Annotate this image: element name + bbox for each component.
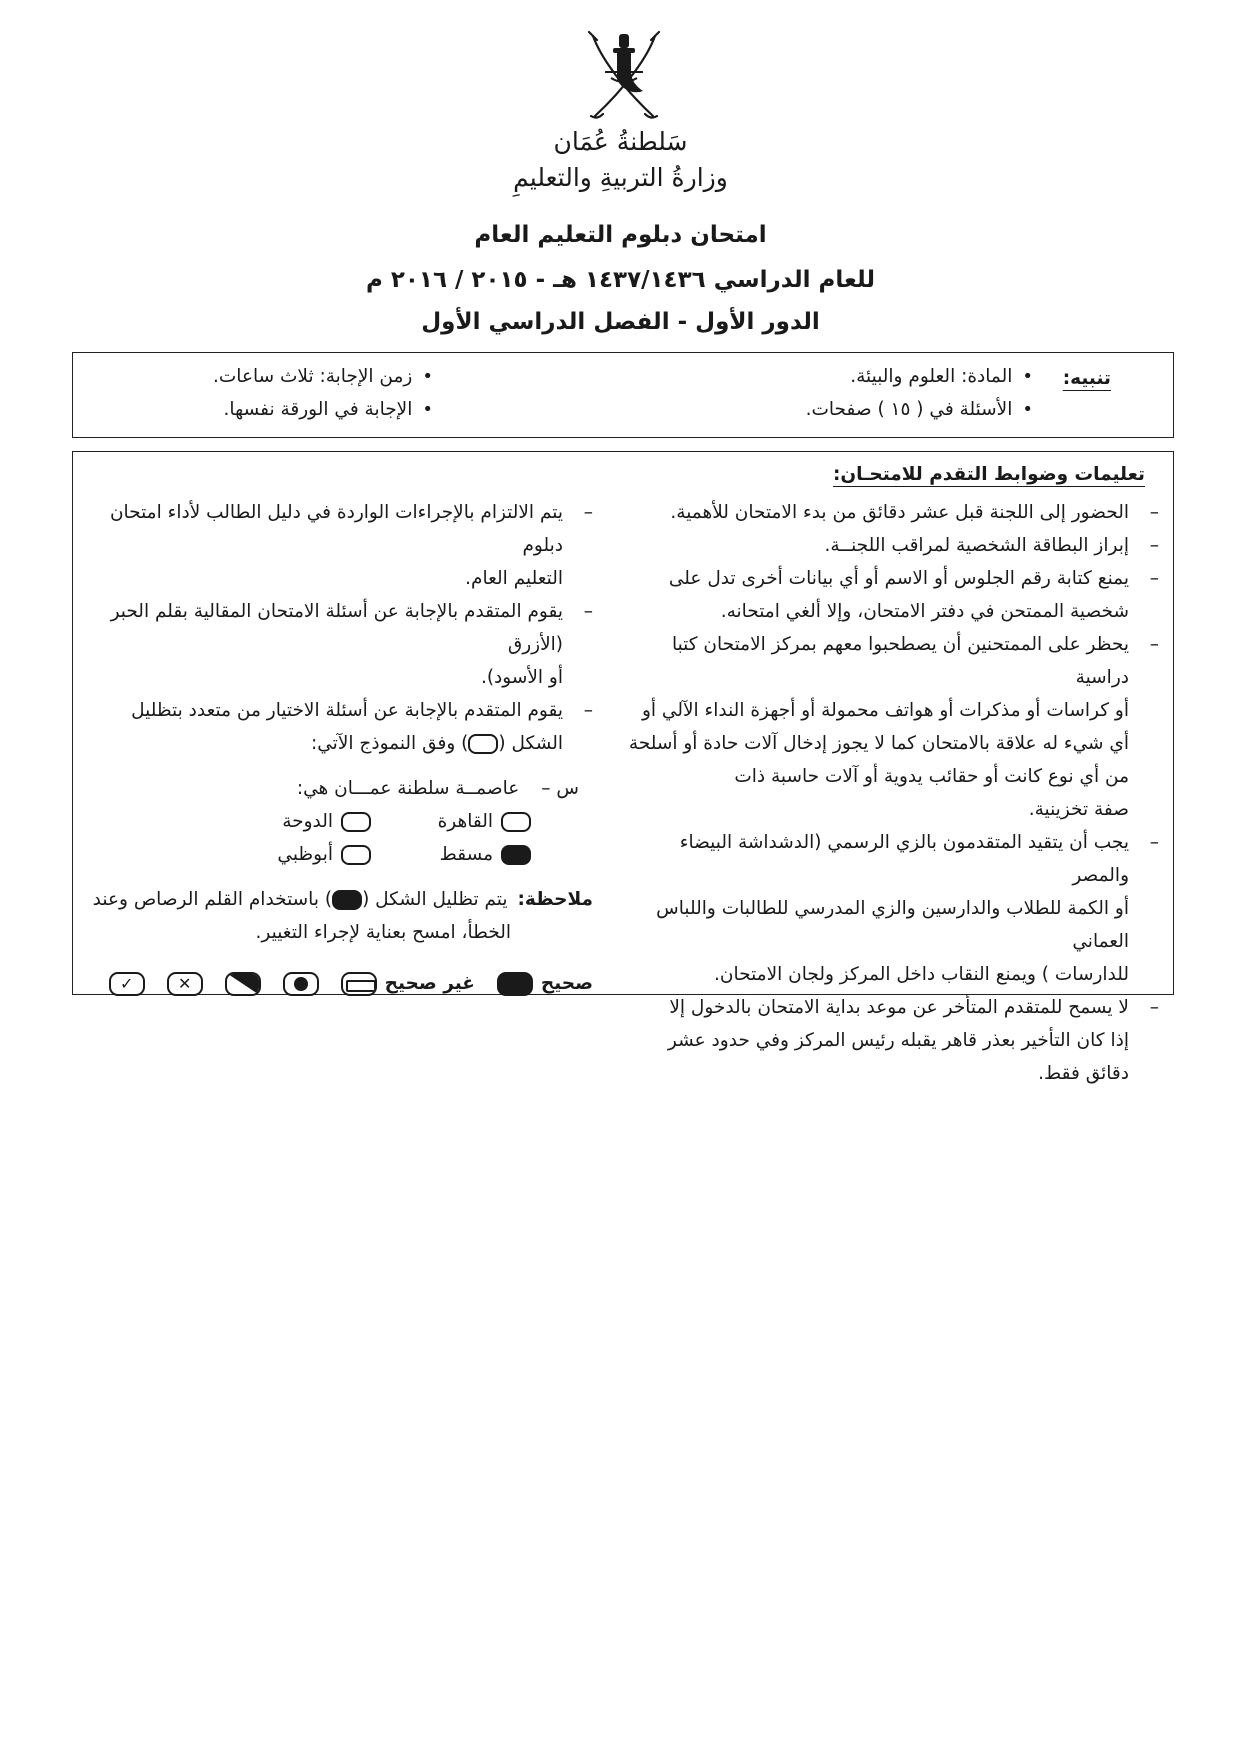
right-line: من أي نوع كانت أو حقائب يدوية أو آلات حاسبة ذات xyxy=(734,766,1129,787)
right-line: الحضور إلى اللجنة قبل عشر دقائق من بدء الامتحان للأهمية. xyxy=(670,502,1129,523)
right-item xyxy=(619,991,1159,1090)
bullet-icon: • xyxy=(1022,366,1033,387)
right-line: يمنع كتابة رقم الجلوس أو الاسم أو أي بيانات أخرى تدل على xyxy=(668,568,1129,589)
note-line-2: الخطأ، امسح بعناية لإجراء التغيير. xyxy=(255,922,511,943)
instructions-right-column xyxy=(619,496,1159,1090)
empty-bubble-icon xyxy=(468,734,498,754)
right-line: للدارسات ) ويمنع النقاب داخل المركز ولجان الامتحان. xyxy=(714,964,1129,985)
right-line: يجب أن يتقيد المتقدمون بالزي الرسمي (الدشداشة البيضاء والمصر xyxy=(679,832,1129,886)
bullet-icon: • xyxy=(422,399,433,420)
notice-pages: • الأسئلة في ( ١٥ ) صفحات. xyxy=(806,393,1033,426)
right-line: لا يسمح للمتقدم المتأخر عن موعد بداية الامتحان بالدخول إلا xyxy=(669,997,1129,1018)
exam-title: امتحان دبلوم التعليم العام xyxy=(474,222,767,248)
half-filled-bubble-icon xyxy=(341,972,377,996)
filled-bubble-icon xyxy=(332,890,362,910)
left-line: يقوم المتقدم بالإجابة عن أسئلة الامتحان المقالية بقلم الحبر (الأزرق xyxy=(110,601,563,655)
instructions-box xyxy=(72,451,1174,1084)
left-item xyxy=(73,595,593,694)
option-cairo[interactable]: القاهرة xyxy=(371,805,531,838)
right-item xyxy=(619,826,1159,991)
dash-marker: – xyxy=(1149,535,1159,556)
left-line: يقوم المتقدم بالإجابة عن أسئلة الاختيار من متعدد بتظليل xyxy=(131,700,563,721)
option-muscat[interactable]: مسقط xyxy=(371,838,531,871)
bullet-icon: • xyxy=(422,366,433,387)
diagonal-bubble-icon xyxy=(225,972,261,996)
instructions-left-column xyxy=(73,496,593,1000)
ministry-name: وزارةُ التربيةِ والتعليمِ xyxy=(513,163,728,192)
bullet-icon: • xyxy=(1022,399,1033,420)
right-item xyxy=(619,562,1159,628)
notice-box xyxy=(72,352,1174,438)
option-doha[interactable]: الدوحة xyxy=(211,805,371,838)
right-item xyxy=(619,628,1159,826)
left-line: أو الأسود). xyxy=(480,667,563,688)
dash-marker: – xyxy=(583,700,593,721)
correct-label: صحيح xyxy=(540,973,593,994)
dash-marker: – xyxy=(1149,568,1159,589)
question-label: س – xyxy=(541,778,579,799)
right-line: دقائق فقط. xyxy=(1038,1063,1129,1084)
dash-marker: – xyxy=(583,601,593,622)
empty-bubble-icon xyxy=(341,812,371,832)
notice-subject: • المادة: العلوم والبيئة. xyxy=(806,360,1033,393)
left-line: التعليم العام. xyxy=(465,568,563,589)
notice-duration: • زمن الإجابة: ثلاث ساعات. xyxy=(213,360,433,393)
instructions-heading: تعليمات وضوابط التقدم للامتحـان: xyxy=(832,464,1145,485)
dash-marker: – xyxy=(1149,502,1159,523)
empty-bubble-icon xyxy=(341,845,371,865)
notice-answer-location: • الإجابة في الورقة نفسها. xyxy=(213,393,433,426)
shape-line: الشكل () وفق النموذج الآتي: xyxy=(311,733,563,754)
left-item xyxy=(73,694,593,727)
country-name: سَلطنةُ عُمَان xyxy=(553,127,688,156)
right-line: أو كراسات أو مذكرات أو هواتف محمولة أو أجهزة النداء الآلي أو xyxy=(641,700,1129,721)
right-line: أو الكمة للطلاب والدارسين والزي المدرسي للطالبات واللباس العماني xyxy=(656,898,1129,952)
sample-question xyxy=(73,772,593,871)
notice-label: تنبيه: xyxy=(1062,368,1111,389)
dot-bubble-icon xyxy=(283,972,319,996)
dash-marker: – xyxy=(1149,997,1159,1018)
right-line: أي شيء له علاقة بالامتحان كما لا يجوز إدخال آلات حادة أو أسلحة xyxy=(628,733,1129,754)
filled-bubble-icon xyxy=(501,845,531,865)
oman-emblem xyxy=(583,28,665,124)
right-line: شخصية الممتحن في دفتر الامتحان، وإلا ألغي امتحانه. xyxy=(720,601,1129,622)
right-line: إذا كان التأخير بعذر قاهر يقبله رئيس المركز وفي حدود عشر xyxy=(667,1030,1129,1051)
dash-marker: – xyxy=(583,502,593,523)
note-label: ملاحظة: xyxy=(517,889,593,910)
left-line: يتم الالتزام بالإجراءات الواردة في دليل الطالب لأداء امتحان دبلوم xyxy=(109,502,563,556)
question-text: عاصمــة سلطنة عمـــان هي: xyxy=(296,778,520,799)
exam-session: الدور الأول - الفصل الدراسي الأول xyxy=(421,309,820,335)
right-item xyxy=(619,496,1159,529)
x-bubble-icon: ✕ xyxy=(167,972,203,996)
incorrect-label: غير صحيح xyxy=(384,973,475,994)
right-line: يحظر على الممتحنين أن يصطحبوا معهم بمركز الامتحان كتبا دراسية xyxy=(671,634,1129,688)
marking-examples xyxy=(73,967,593,1000)
note: ملاحظة:يتم تظليل الشكل () باستخدام القلم الرصاص وعند الخطأ، امسح بعناية لإجراء التغيير. xyxy=(73,883,593,949)
correct-filled-bubble-icon xyxy=(497,972,533,996)
dash-marker: – xyxy=(1149,634,1159,655)
academic-year: للعام الدراسي ١٤٣٧/١٤٣٦ هـ - ٢٠١٥ / ٢٠١٦ م xyxy=(365,267,876,293)
right-item xyxy=(619,529,1159,562)
empty-bubble-icon xyxy=(501,812,531,832)
option-abudhabi[interactable]: أبوظبي xyxy=(211,838,371,871)
right-line: إبراز البطاقة الشخصية لمراقب اللجنــة. xyxy=(824,535,1129,556)
left-item xyxy=(73,496,593,595)
dash-marker: – xyxy=(1149,832,1159,853)
right-line: صفة تخزينية. xyxy=(1028,799,1129,820)
check-bubble-icon: ✓ xyxy=(109,972,145,996)
